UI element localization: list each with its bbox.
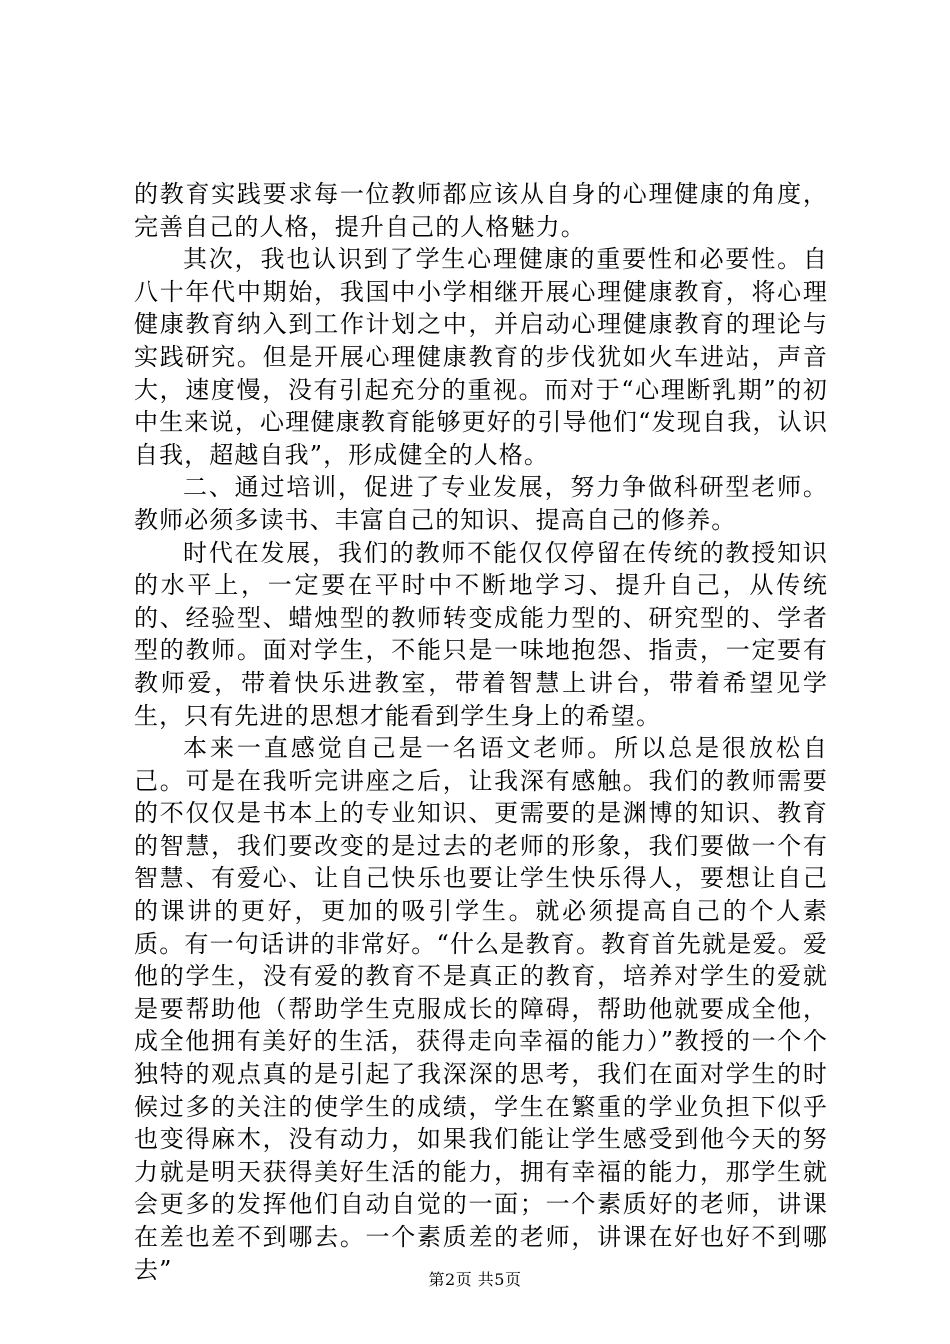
paragraph-1: 的教育实践要求每一位教师都应该从自身的心理健康的角度，完善自己的人格，提升自己的人格魅力。 bbox=[134, 180, 828, 241]
paragraph-2: 其次，我也认识到了学生心理健康的重要性和必要性。自八十年代中期始，我国中小学相继开展心理健康教育，将心理健康教育纳入到工作计划之中，并启动心理健康教育的理论与实践研究。但是开展心理健康教育的步伐犹如火车进站，声音大，速度慢，没有引起充分的重视。而对于“心理断乳期”的初中生来说，心理健康教育能够更好的引导他们“发现自我，认识自我，超越自我”，形成健全的人格。 bbox=[134, 245, 828, 469]
paragraph-3: 二、通过培训，促进了专业发展，努力争做科研型老师。教师必须多读书、丰富自己的知识、提高自己的修养。 bbox=[134, 473, 828, 534]
page-footer: 第2页 共5页 bbox=[428, 1270, 522, 1289]
paragraph-5: 本来一直感觉自己是一名语文老师。所以总是很放松自己。可是在我听完讲座之后，让我深有感触。我们的教师需要的不仅仅是书本上的专业知识、更需要的是渊博的知识、教育的智慧，我们要改变的是过去的老师的形象，我们要做一个有智慧、有爱心、让自己快乐也要让学生快乐得人，要想让自己的课讲的更好，更加的吸引学生。就必须提高自己的个人素质。有一句话讲的非常好。“什么是教育。教育首先就是爱。爱他的学生，没有爱的教育不是真正的教育，培养对学生的爱就是要帮助他（帮助学生克服成长的障碍，帮助他就要成全他，成全他拥有美好的生活，获得走向幸福的能力）”教授的一个个独特的观点真的是引起了我深深的思考，我们在面对学生的时候过多的关注的使学生的成绩，学生在繁重的学业负担下似乎也变得麻木，没有动力，如果我们能让学生感受到他今天的努力就是明天获得美好生活的能力，拥有幸福的能力，那学生就会更多的发挥他们自动自觉的一面；一个素质好的老师，讲课在差也差不到哪去。一个素质差的老师，讲课在好也好不到哪去” bbox=[134, 734, 828, 1284]
document-body bbox=[134, 178, 828, 1286]
paragraph-4: 时代在发展，我们的教师不能仅仅停留在传统的教授知识的水平上，一定要在平时中不断地学习、提升自己，从传统的、经验型、蜡烛型的教师转变成能力型的、研究型的、学者型的教师。面对学生，不能只是一味地抱怨、指责，一定要有教师爱，带着快乐进教室，带着智慧上讲台，带着希望见学生，只有先进的思想才能看到学生身上的希望。 bbox=[134, 538, 828, 730]
